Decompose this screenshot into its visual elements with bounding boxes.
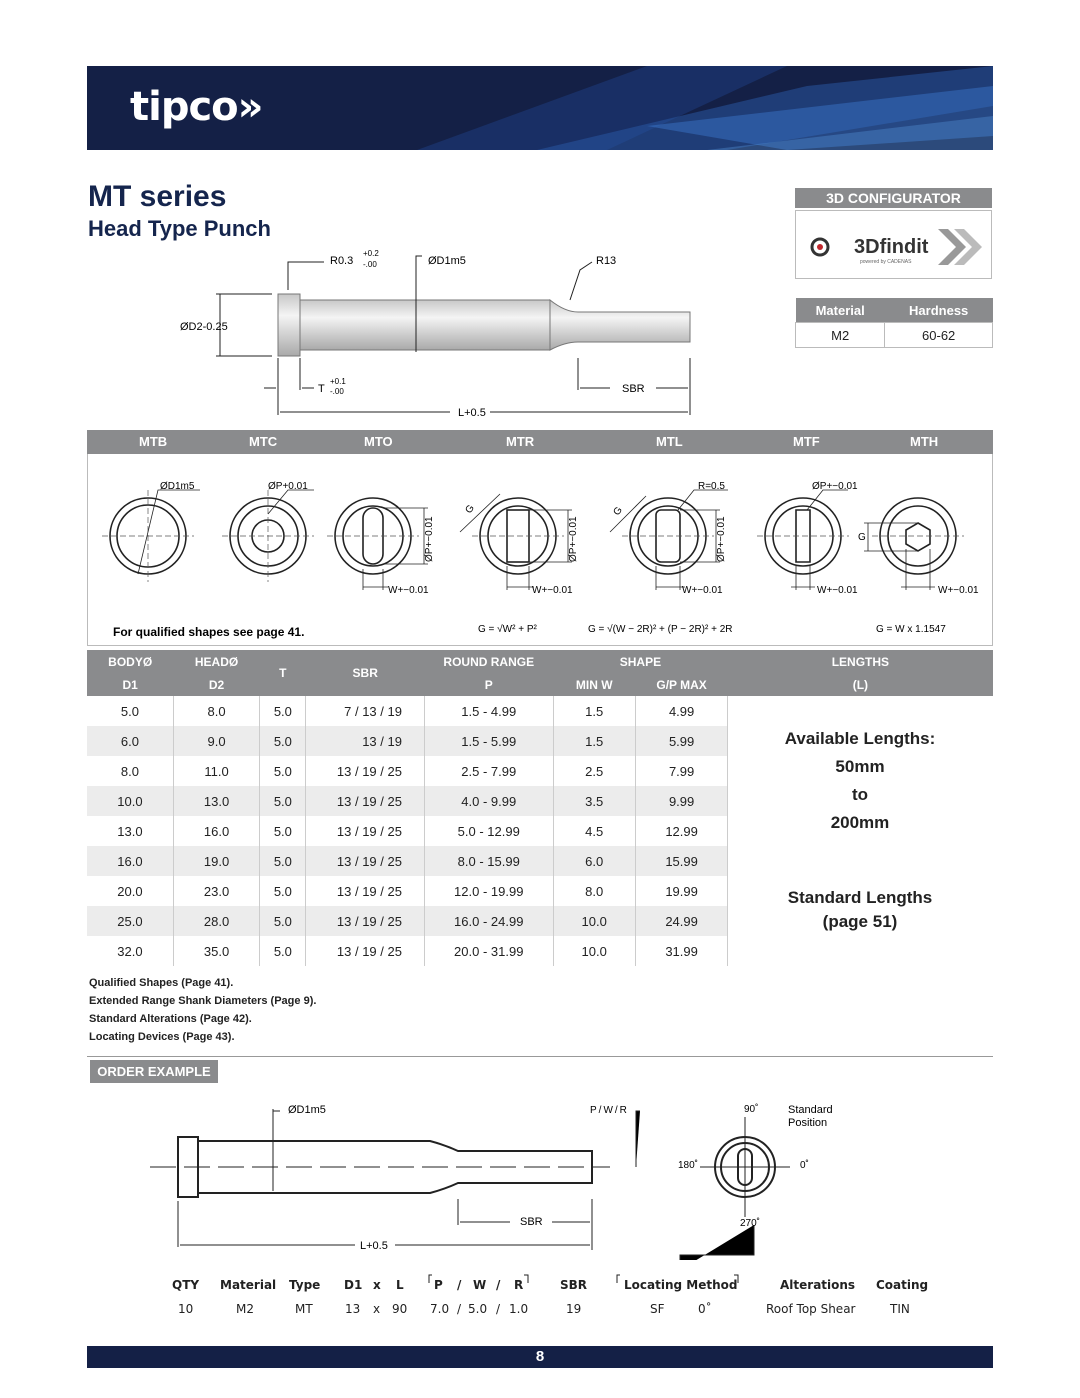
svg-text:G: G: [611, 505, 625, 518]
col-lengths-l: (L): [728, 673, 993, 696]
svg-text:W+−0.01: W+−0.01: [388, 585, 429, 596]
table-cell: 10.0: [553, 906, 635, 936]
order-val-slash2: /: [496, 1302, 501, 1316]
svg-text:180˚: 180˚: [678, 1160, 699, 1171]
footnote-standard-alterations[interactable]: Standard Alterations (Page 42).: [89, 1013, 252, 1025]
table-cell: 2.5: [553, 756, 635, 786]
footnote-qualified-shapes[interactable]: Qualified Shapes (Page 41).: [89, 977, 234, 989]
order-col-type: Type: [289, 1278, 321, 1292]
standard-lengths-page: (page 51): [822, 912, 898, 931]
table-cell: 7.99: [635, 756, 727, 786]
table-cell: 13 / 19 / 25: [306, 756, 425, 786]
table-cell: 16.0 - 24.99: [424, 906, 553, 936]
order-val-w: 5.0: [468, 1302, 488, 1316]
table-cell: 1.5: [553, 726, 635, 756]
order-col-locating: Locating Method: [624, 1278, 738, 1292]
table-cell: 13 / 19 / 25: [306, 936, 425, 966]
svg-text:ØP+−0.01: ØP+−0.01: [424, 516, 435, 562]
hardness-header: Hardness: [885, 298, 993, 323]
table-cell: 5.0: [260, 726, 306, 756]
col-head-d2: D2: [173, 673, 259, 696]
tipco-logo: tipco»: [130, 84, 263, 130]
table-cell: 6.0: [87, 726, 173, 756]
svg-text:R=0.5: R=0.5: [698, 481, 725, 492]
table-cell: 13 / 19 / 25: [306, 846, 425, 876]
svg-text:270˚: 270˚: [740, 1218, 761, 1229]
shape-code-mtf: MTF: [793, 434, 820, 449]
order-val-locating: SF: [650, 1302, 665, 1316]
svg-text:R13: R13: [596, 255, 617, 267]
col-body-d1: D1: [87, 673, 173, 696]
order-col-p: P: [434, 1278, 443, 1292]
material-header: Material: [796, 298, 885, 323]
table-cell: 16.0: [173, 816, 259, 846]
table-cell: 1.5 - 5.99: [424, 726, 553, 756]
svg-text:3Dfindit: 3Dfindit: [854, 236, 929, 258]
shape-diagrams: [88, 454, 992, 644]
order-col-coating: Coating: [876, 1278, 929, 1292]
page-subtitle: Head Type Punch: [88, 216, 271, 241]
table-cell: 19.99: [635, 876, 727, 906]
table-cell: 9.99: [635, 786, 727, 816]
svg-text:T: T: [318, 383, 325, 395]
svg-text:G: G: [858, 532, 866, 543]
order-col-w: W: [473, 1278, 487, 1292]
table-cell: 1.5 - 4.99: [424, 696, 553, 726]
shape-codes-bar: [87, 430, 993, 454]
table-cell: 5.0: [87, 696, 173, 726]
table-cell: 13 / 19 / 25: [306, 906, 425, 936]
configurator-heading: 3D CONFIGURATOR: [795, 188, 992, 208]
svg-text:L+0.5: L+0.5: [458, 407, 486, 419]
standard-lengths-label: Standard Lengths: [787, 888, 933, 907]
order-col-sbr: SBR: [560, 1278, 588, 1292]
table-cell: 19.0: [173, 846, 259, 876]
order-col-slash1: /: [457, 1278, 462, 1292]
svg-text:W+−0.01: W+−0.01: [938, 585, 979, 596]
table-cell: 8.0 - 15.99: [424, 846, 553, 876]
svg-text:SBR: SBR: [520, 1216, 543, 1228]
table-cell: 12.99: [635, 816, 727, 846]
order-val-material: M2: [236, 1302, 254, 1316]
punch-drawing: [170, 240, 730, 420]
col-lengths: LENGTHS: [728, 650, 993, 673]
table-cell: 13 / 19: [306, 726, 425, 756]
svg-text:ØD1m5: ØD1m5: [428, 255, 466, 267]
order-col-alterations: Alterations: [780, 1278, 856, 1292]
svg-text:SBR: SBR: [622, 383, 645, 395]
order-val-slash1: /: [457, 1302, 462, 1316]
table-cell: 2.5 - 7.99: [424, 756, 553, 786]
svg-text:ØP+−0.01: ØP+−0.01: [568, 516, 579, 562]
order-col-r: R: [514, 1278, 524, 1292]
order-val-d1: 13: [345, 1302, 361, 1316]
table-cell: 9.0: [173, 726, 259, 756]
order-val-alterations: Roof Top Shear: [766, 1302, 856, 1316]
col-shape: SHAPE: [553, 650, 728, 673]
table-cell: 11.0: [173, 756, 259, 786]
svg-text:ØD2-0.25: ØD2-0.25: [180, 321, 228, 333]
table-cell: 5.0: [260, 906, 306, 936]
order-drawing: [140, 1095, 860, 1260]
shape-code-mto: MTO: [364, 434, 393, 449]
table-cell: 23.0: [173, 876, 259, 906]
svg-text:-.00: -.00: [363, 260, 377, 269]
col-gpmax: G/P MAX: [635, 673, 727, 696]
col-body: BODYØ: [87, 650, 173, 673]
svg-text:For qualified shapes see page: For qualified shapes see page 41.: [113, 625, 305, 639]
col-range-p: P: [424, 673, 553, 696]
table-cell: 8.0: [553, 876, 635, 906]
table-cell: 5.99: [635, 726, 727, 756]
table-cell: 13 / 19 / 25: [306, 786, 425, 816]
table-cell: 28.0: [173, 906, 259, 936]
svg-text:G = W x 1.1547: G = W x 1.1547: [876, 624, 946, 635]
order-col-qty: QTY: [172, 1278, 200, 1292]
col-range: ROUND RANGE: [424, 650, 553, 673]
col-head: HEADØ: [173, 650, 259, 673]
table-cell: 31.99: [635, 936, 727, 966]
svg-text:ØP+−0.01: ØP+−0.01: [812, 481, 858, 492]
order-col-x: x: [373, 1278, 381, 1292]
order-val-sbr: 19: [566, 1302, 582, 1316]
svg-text:P/W/R: P/W/R: [590, 1105, 629, 1116]
footnote-extended-range[interactable]: Extended Range Shank Diameters (Page 9).: [89, 995, 317, 1007]
svg-text:+0.2: +0.2: [363, 249, 379, 258]
table-cell: 25.0: [87, 906, 173, 936]
order-val-r: 1.0: [509, 1302, 529, 1316]
footnote-locating-devices[interactable]: Locating Devices (Page 43).: [89, 1031, 235, 1043]
material-value: M2: [796, 323, 885, 348]
available-lengths-max: 200mm: [830, 813, 890, 832]
order-col-slash2: /: [496, 1278, 501, 1292]
order-brackets: [428, 1274, 748, 1284]
table-cell: 35.0: [173, 936, 259, 966]
table-cell: 13.0: [173, 786, 259, 816]
table-cell: 7 / 13 / 19: [306, 696, 425, 726]
col-minw: MIN W: [553, 673, 635, 696]
material-table: [795, 298, 993, 348]
table-row: [87, 696, 993, 726]
svg-text:W+−0.01: W+−0.01: [682, 585, 723, 596]
table-cell: 8.0: [87, 756, 173, 786]
svg-text:ØD1m5: ØD1m5: [160, 481, 195, 492]
table-cell: 13.0: [87, 816, 173, 846]
order-val-x: x: [373, 1302, 381, 1316]
shape-code-mtc: MTC: [249, 434, 278, 449]
svg-text:powered by CADENAS: powered by CADENAS: [860, 259, 912, 265]
table-cell: 15.99: [635, 846, 727, 876]
order-col-d1: D1: [344, 1278, 363, 1292]
svg-text:90˚: 90˚: [744, 1104, 759, 1115]
order-val-degrees: 0˚: [698, 1302, 712, 1316]
shape-code-mth: MTH: [910, 434, 939, 449]
order-example-tab: ORDER EXAMPLE: [90, 1060, 218, 1083]
shape-code-mtl: MTL: [656, 434, 683, 449]
col-sbr: SBR: [306, 650, 425, 696]
svg-text:R0.3: R0.3: [330, 255, 354, 267]
svg-text:0˚: 0˚: [800, 1160, 809, 1171]
order-val-coating: TIN: [890, 1302, 910, 1316]
available-lengths-min: 50mm: [835, 757, 885, 776]
table-cell: 5.0 - 12.99: [424, 816, 553, 846]
shape-code-mtr: MTR: [506, 434, 535, 449]
svg-text:Position: Position: [788, 1117, 828, 1129]
table-cell: 13 / 19 / 25: [306, 876, 425, 906]
shape-code-mtb: MTB: [139, 434, 168, 449]
table-cell: 20.0: [87, 876, 173, 906]
order-val-type: MT: [295, 1302, 313, 1316]
page-number: 8: [87, 1346, 993, 1368]
table-cell: 10.0: [87, 786, 173, 816]
table-cell: 5.0: [260, 756, 306, 786]
svg-text:W+−0.01: W+−0.01: [532, 585, 573, 596]
col-t: T: [260, 650, 306, 696]
svg-text:-.00: -.00: [330, 387, 344, 396]
table-cell: 10.0: [553, 936, 635, 966]
shape-drawings-area: [87, 454, 993, 646]
3dfindit-logo: [796, 211, 991, 278]
svg-text:G: G: [463, 503, 477, 516]
table-cell: 6.0: [553, 846, 635, 876]
table-cell: 20.0 - 31.99: [424, 936, 553, 966]
svg-text:ØD1m5: ØD1m5: [288, 1104, 326, 1116]
svg-text:L+0.5: L+0.5: [360, 1240, 388, 1252]
table-cell: 3.5: [553, 786, 635, 816]
table-cell: 5.0: [260, 846, 306, 876]
footnote-links: [89, 974, 316, 1046]
svg-text:ØP+−0.01: ØP+−0.01: [716, 516, 727, 562]
table-cell: 1.5: [553, 696, 635, 726]
svg-text:W+−0.01: W+−0.01: [817, 585, 858, 596]
order-val-qty: 10: [178, 1302, 194, 1316]
svg-text:G = √W² + P²: G = √W² + P²: [478, 624, 537, 635]
order-col-l: L: [396, 1278, 404, 1292]
table-cell: 12.0 - 19.99: [424, 876, 553, 906]
table-cell: 4.99: [635, 696, 727, 726]
order-val-l: 90: [392, 1302, 408, 1316]
order-val-p: 7.0: [430, 1302, 450, 1316]
order-col-material: Material: [220, 1278, 277, 1292]
page-title: MT series: [88, 180, 227, 213]
configurator-link[interactable]: [795, 210, 992, 279]
table-cell: 5.0: [260, 786, 306, 816]
table-cell: 4.5: [553, 816, 635, 846]
available-lengths-to: to: [851, 785, 869, 804]
table-cell: 4.0 - 9.99: [424, 786, 553, 816]
hardness-value: 60-62: [885, 323, 993, 348]
table-cell: 24.99: [635, 906, 727, 936]
table-cell: 5.0: [260, 816, 306, 846]
available-lengths-label: Available Lengths:: [784, 729, 936, 748]
table-cell: 5.0: [260, 936, 306, 966]
svg-text:ØP+0.01: ØP+0.01: [268, 481, 308, 492]
table-cell: 16.0: [87, 846, 173, 876]
svg-text:Standard: Standard: [788, 1104, 833, 1116]
table-cell: 32.0: [87, 936, 173, 966]
svg-text:+0.1: +0.1: [330, 377, 346, 386]
svg-text:G = √(W − 2R)² + (P − 2R)² + 2: G = √(W − 2R)² + (P − 2R)² + 2R: [588, 624, 733, 635]
order-divider: [87, 1056, 993, 1057]
table-cell: 5.0: [260, 876, 306, 906]
table-cell: 13 / 19 / 25: [306, 816, 425, 846]
table-cell: 8.0: [173, 696, 259, 726]
table-cell: 5.0: [260, 696, 306, 726]
